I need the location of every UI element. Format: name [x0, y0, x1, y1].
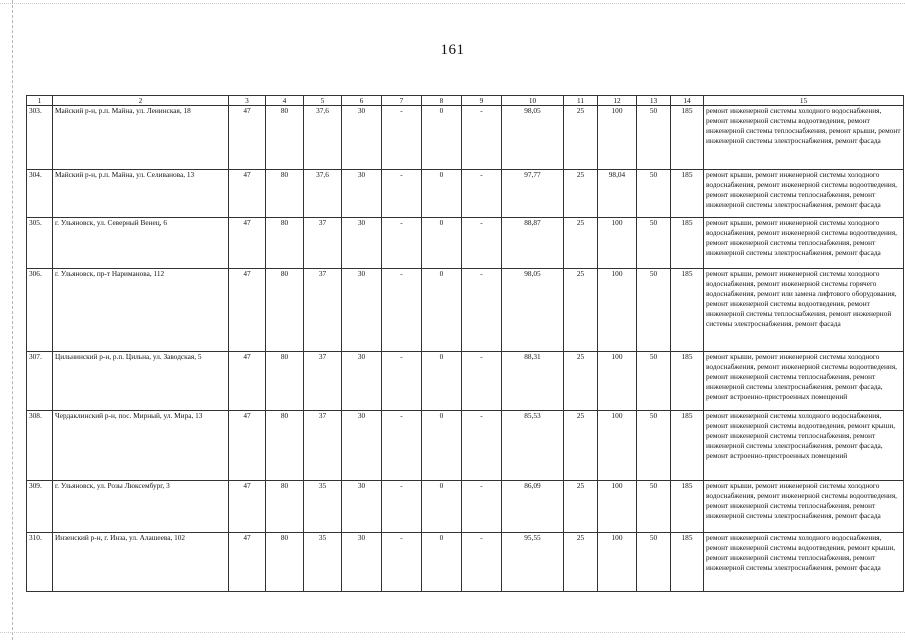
row-number: 305.	[27, 218, 53, 269]
cell-col-13: 50	[637, 170, 671, 218]
column-number-7: 7	[382, 96, 422, 106]
repair-works-list: ремонт крыши, ремонт инженерной системы холодного водоснабжения, ремонт инженерной системы водоотведения, ремонт инженерной системы теплоснабжения, ремонт инженерной системы электроснабжения, ремонт фасада	[704, 218, 904, 269]
cell-col-3: 47	[229, 170, 266, 218]
row-number: 306.	[27, 269, 53, 352]
building-address: г. Ульяновск, пр-т Нариманова, 112	[53, 269, 229, 352]
cell-col-14: 185	[671, 269, 704, 352]
cell-col-10: 88,31	[502, 352, 564, 411]
cell-col-12: 100	[598, 269, 637, 352]
cell-col-9: -	[462, 352, 502, 411]
cell-col-13: 50	[637, 218, 671, 269]
table-row	[27, 352, 904, 411]
cell-col-5: 37,6	[304, 170, 342, 218]
cell-col-12: 98,04	[598, 170, 637, 218]
cell-col-4: 80	[266, 170, 304, 218]
column-number-10: 10	[502, 96, 564, 106]
cell-col-7: -	[382, 411, 422, 481]
row-number: 308.	[27, 411, 53, 481]
cell-col-14: 185	[671, 533, 704, 592]
cell-col-11: 25	[564, 411, 598, 481]
cell-col-10: 88,87	[502, 218, 564, 269]
column-number-1: 1	[27, 96, 53, 106]
cell-col-8: 0	[422, 170, 462, 218]
cell-col-4: 80	[266, 411, 304, 481]
cell-col-3: 47	[229, 269, 266, 352]
cell-col-5: 35	[304, 533, 342, 592]
cell-col-9: -	[462, 218, 502, 269]
cell-col-3: 47	[229, 481, 266, 533]
cell-col-6: 30	[342, 106, 382, 170]
cell-col-13: 50	[637, 481, 671, 533]
cell-col-8: 0	[422, 481, 462, 533]
cell-col-12: 100	[598, 411, 637, 481]
cell-col-9: -	[462, 106, 502, 170]
cell-col-12: 100	[598, 533, 637, 592]
cell-col-14: 185	[671, 481, 704, 533]
repair-works-list: ремонт инженерной системы холодного водоснабжения, ремонт инженерной системы водоотведения, ремонт крыши, ремонт инженерной системы теплоснабжения, ремонт инженерной системы электроснабжения, ремонт фасада, ремонт встроенно-пристроенных помещений	[704, 411, 904, 481]
cell-col-13: 50	[637, 106, 671, 170]
cell-col-6: 30	[342, 481, 382, 533]
row-number: 304.	[27, 170, 53, 218]
cell-col-13: 50	[637, 269, 671, 352]
column-number-15: 15	[704, 96, 904, 106]
repair-works-list: ремонт крыши, ремонт инженерной системы холодного водоснабжения, ремонт инженерной системы водоотведения, ремонт инженерной системы теплоснабжения, ремонт инженерной системы электроснабжения, ремонт фасада	[704, 481, 904, 533]
cell-col-3: 47	[229, 218, 266, 269]
cell-col-4: 80	[266, 269, 304, 352]
cell-col-8: 0	[422, 106, 462, 170]
building-address: Чердаклинский р-н, пос. Мирный, ул. Мира, 13	[53, 411, 229, 481]
table-row	[27, 411, 904, 481]
cell-col-6: 30	[342, 352, 382, 411]
building-address: Цильнинский р-н, р.п. Цильна, ул. Заводская, 5	[53, 352, 229, 411]
building-address: г. Ульяновск, ул. Розы Люксембург, 3	[53, 481, 229, 533]
scan-bottom-line	[0, 632, 905, 634]
cell-col-11: 25	[564, 352, 598, 411]
cell-col-8: 0	[422, 269, 462, 352]
repair-schedule-table	[26, 95, 904, 592]
cell-col-5: 37,6	[304, 106, 342, 170]
repair-works-list: ремонт инженерной системы холодного водоснабжения, ремонт инженерной системы водоотведения, ремонт инженерной системы теплоснабжения, ремонт крыши, ремонт инженерной системы электроснабжения, ремонт фасада	[704, 106, 904, 170]
row-number: 307.	[27, 352, 53, 411]
cell-col-8: 0	[422, 533, 462, 592]
table-row	[27, 106, 904, 170]
cell-col-9: -	[462, 533, 502, 592]
cell-col-10: 95,55	[502, 533, 564, 592]
cell-col-9: -	[462, 411, 502, 481]
building-address: г. Ульяновск, ул. Северный Венец, 6	[53, 218, 229, 269]
column-number-3: 3	[229, 96, 266, 106]
repair-works-list: ремонт инженерной системы холодного водоснабжения, ремонт инженерной системы водоотведения, ремонт крыши, ремонт инженерной системы теплоснабжения, ремонт инженерной системы электроснабжения, ремонт фасада	[704, 533, 904, 592]
cell-col-14: 185	[671, 352, 704, 411]
cell-col-10: 98,05	[502, 269, 564, 352]
cell-col-7: -	[382, 170, 422, 218]
table-row	[27, 269, 904, 352]
cell-col-12: 100	[598, 218, 637, 269]
cell-col-11: 25	[564, 106, 598, 170]
cell-col-11: 25	[564, 533, 598, 592]
cell-col-14: 185	[671, 170, 704, 218]
cell-col-12: 100	[598, 352, 637, 411]
cell-col-5: 37	[304, 218, 342, 269]
cell-col-10: 86,09	[502, 481, 564, 533]
cell-col-12: 100	[598, 481, 637, 533]
building-address: Майский р-н, р.п. Майна, ул. Ленинская, 18	[53, 106, 229, 170]
cell-col-5: 37	[304, 411, 342, 481]
cell-col-14: 185	[671, 218, 704, 269]
page-number: 161	[440, 42, 465, 58]
cell-col-11: 25	[564, 170, 598, 218]
cell-col-6: 30	[342, 170, 382, 218]
cell-col-6: 30	[342, 218, 382, 269]
cell-col-8: 0	[422, 218, 462, 269]
cell-col-7: -	[382, 106, 422, 170]
cell-col-7: -	[382, 481, 422, 533]
scan-top-line	[0, 3, 905, 5]
cell-col-9: -	[462, 481, 502, 533]
cell-col-4: 80	[266, 218, 304, 269]
cell-col-10: 97,77	[502, 170, 564, 218]
column-number-5: 5	[304, 96, 342, 106]
cell-col-5: 37	[304, 352, 342, 411]
cell-col-3: 47	[229, 533, 266, 592]
repair-works-list: ремонт крыши, ремонт инженерной системы холодного водоснабжения, ремонт инженерной системы водоотведения, ремонт инженерной системы теплоснабжения, ремонт инженерной системы электроснабжения, ремонт фасада, ремонт встроенно-пристроенных помещений	[704, 352, 904, 411]
cell-col-3: 47	[229, 411, 266, 481]
cell-col-4: 80	[266, 533, 304, 592]
table-row	[27, 170, 904, 218]
cell-col-11: 25	[564, 269, 598, 352]
column-number-6: 6	[342, 96, 382, 106]
column-number-13: 13	[637, 96, 671, 106]
cell-col-6: 30	[342, 533, 382, 592]
cell-col-14: 185	[671, 411, 704, 481]
cell-col-5: 35	[304, 481, 342, 533]
cell-col-10: 98,05	[502, 106, 564, 170]
cell-col-12: 100	[598, 106, 637, 170]
column-number-2: 2	[53, 96, 229, 106]
cell-col-7: -	[382, 218, 422, 269]
building-address: Инзенский р-н, г. Инза, ул. Алашеева, 102	[53, 533, 229, 592]
cell-col-5: 37	[304, 269, 342, 352]
row-number: 310.	[27, 533, 53, 592]
cell-col-4: 80	[266, 352, 304, 411]
cell-col-10: 85,53	[502, 411, 564, 481]
repair-works-list: ремонт крыши, ремонт инженерной системы холодного водоснабжения, ремонт инженерной системы водоотведения, ремонт инженерной системы теплоснабжения, ремонт инженерной системы электроснабжения, ремонт фасада	[704, 170, 904, 218]
column-number-row	[27, 96, 904, 106]
column-number-8: 8	[422, 96, 462, 106]
scan-edge-line	[12, 0, 14, 640]
column-number-11: 11	[564, 96, 598, 106]
building-address: Майский р-н, р.п. Майна, ул. Селиванова, 13	[53, 170, 229, 218]
cell-col-6: 30	[342, 411, 382, 481]
cell-col-7: -	[382, 533, 422, 592]
cell-col-8: 0	[422, 352, 462, 411]
cell-col-8: 0	[422, 411, 462, 481]
cell-col-11: 25	[564, 218, 598, 269]
cell-col-3: 47	[229, 106, 266, 170]
cell-col-13: 50	[637, 352, 671, 411]
cell-col-4: 80	[266, 106, 304, 170]
table-row	[27, 533, 904, 592]
cell-col-9: -	[462, 269, 502, 352]
table-body	[27, 106, 904, 592]
table-row	[27, 218, 904, 269]
cell-col-6: 30	[342, 269, 382, 352]
cell-col-7: -	[382, 269, 422, 352]
cell-col-3: 47	[229, 352, 266, 411]
cell-col-11: 25	[564, 481, 598, 533]
row-number: 309.	[27, 481, 53, 533]
cell-col-4: 80	[266, 481, 304, 533]
column-number-14: 14	[671, 96, 704, 106]
cell-col-9: -	[462, 170, 502, 218]
cell-col-13: 50	[637, 533, 671, 592]
cell-col-13: 50	[637, 411, 671, 481]
repair-works-list: ремонт крыши, ремонт инженерной системы холодного водоснабжения, ремонт инженерной системы горячего водоснабжения, ремонт или замена лифтового оборудования, ремонт инженерной системы водоотведения, ремонт инженерной системы теплоснабжения, ремонт инженерной системы электроснабжения, ремонт фасада	[704, 269, 904, 352]
table-row	[27, 481, 904, 533]
column-number-4: 4	[266, 96, 304, 106]
row-number: 303.	[27, 106, 53, 170]
column-number-9: 9	[462, 96, 502, 106]
cell-col-7: -	[382, 352, 422, 411]
cell-col-14: 185	[671, 106, 704, 170]
column-number-12: 12	[598, 96, 637, 106]
